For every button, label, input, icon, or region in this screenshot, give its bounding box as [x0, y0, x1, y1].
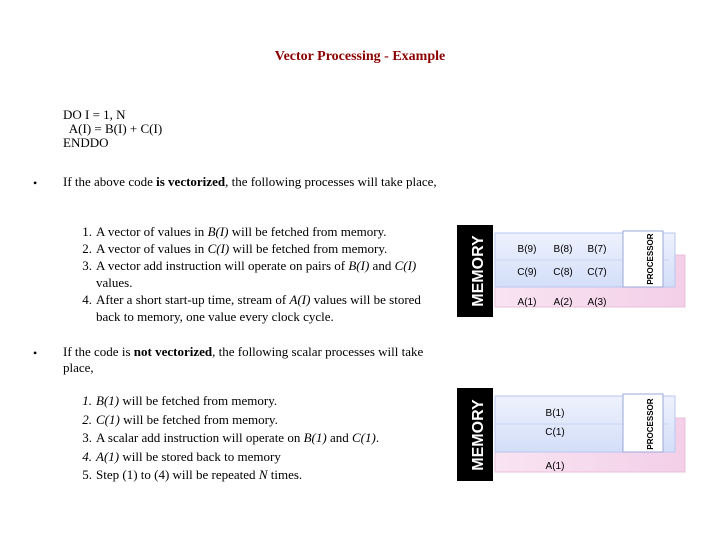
vector-pipeline-diagram: [455, 225, 695, 320]
step-text: After a short start-up time, stream of: [96, 292, 290, 307]
step-var: A(I): [289, 292, 311, 307]
vectorized-step: [62, 223, 432, 240]
step-text: Step (1) to (4) will be repeated: [96, 467, 259, 482]
step-text: A vector of values in: [96, 241, 208, 256]
vector-a-cell: A(2): [553, 297, 573, 308]
step-number: 3.: [82, 258, 92, 273]
code-block: [63, 108, 162, 150]
step-number: 1.: [82, 393, 92, 408]
vector-c-cell: C(8): [553, 267, 573, 278]
code-line-3: ENDDO: [63, 135, 109, 150]
step-text: values.: [96, 275, 133, 290]
scalar-step: [62, 466, 432, 485]
vectorized-steps: [62, 223, 432, 325]
step-number: 1.: [82, 224, 92, 239]
step-text: will be fetched from memory.: [119, 393, 278, 408]
step-number: 2.: [82, 241, 92, 256]
step-text: will be stored back to memory: [119, 448, 281, 464]
step-text: .: [375, 430, 380, 445]
step-text: will be fetched from memory.: [228, 224, 387, 239]
bullet-vectorized: •: [33, 176, 38, 190]
scalar-intro-pre: If the code is: [63, 344, 134, 359]
step-var: A(1): [96, 448, 120, 464]
step-text: will be fetched from memory.: [119, 411, 278, 427]
step-text: times.: [267, 467, 303, 482]
step-number: 2.: [82, 411, 92, 427]
step-text: and: [326, 430, 352, 445]
processor-label: PROCESSOR: [646, 398, 655, 450]
step-var: B(I): [207, 224, 229, 239]
scalar-step: [62, 429, 432, 448]
scalar-step: [62, 392, 432, 411]
step-text: and: [369, 258, 395, 273]
scalar-step: [62, 448, 432, 467]
vector-b-cell: B(7): [587, 244, 607, 255]
bullet-scalar: •: [33, 346, 38, 360]
code-line-2: A(I) = B(I) + C(I): [68, 121, 163, 136]
vectorized-intro-pre: If the above code: [63, 174, 157, 189]
step-var: C(I): [394, 258, 417, 273]
memory-label: MEMORY: [470, 235, 487, 307]
step-text: values will be stored back to memory, one value every clock cycle.: [96, 292, 421, 324]
step-number: 4.: [82, 448, 92, 464]
vectorized-step: [62, 257, 432, 291]
step-var: B(1): [303, 430, 327, 445]
step-number: 4.: [82, 292, 92, 307]
step-text: A scalar add instruction will operate on: [96, 430, 304, 445]
vector-a-cell: A(3): [587, 297, 607, 308]
processor-label: PROCESSOR: [646, 233, 655, 285]
step-text: A vector of values in: [96, 224, 208, 239]
step-var: B(I): [348, 258, 370, 273]
step-var: C(I): [207, 241, 230, 256]
vector-b-cell: B(9): [517, 244, 537, 255]
memory-label: MEMORY: [470, 399, 487, 471]
code-line-1: DO I = 1, N: [63, 107, 126, 122]
vectorized-intro-bold: is vectorized: [156, 174, 226, 189]
scalar-step: [62, 411, 432, 430]
scalar-intro-bold: not vectorized: [133, 344, 213, 359]
vector-c-cell: C(9): [517, 267, 537, 278]
scalar-intro-post: , the following scalar processes will take place,: [63, 344, 424, 375]
scalar-a-cell: A(1): [545, 461, 565, 472]
step-var: C(1): [351, 430, 376, 445]
step-var: B(1): [96, 393, 120, 408]
step-number: 5.: [82, 467, 92, 482]
page-title: Vector Processing - Example: [274, 49, 446, 64]
vector-c-cell: C(7): [587, 267, 607, 278]
scalar-pipeline-diagram: [455, 388, 695, 483]
vector-a-cell: A(1): [517, 297, 537, 308]
step-text: A vector add instruction will operate on pairs of: [96, 258, 349, 273]
step-var: C(1): [96, 411, 120, 427]
vectorized-step: [62, 291, 432, 325]
scalar-c-cell: C(1): [545, 427, 565, 438]
scalar-intro: [63, 344, 443, 376]
scalar-steps: [62, 392, 432, 485]
vectorized-intro-post: , the following processes will take place,: [225, 174, 437, 189]
vectorized-intro: [63, 174, 443, 190]
scalar-b-cell: B(1): [545, 408, 565, 419]
step-text: will be fetched from memory.: [229, 241, 388, 256]
processor-box: [623, 231, 663, 287]
step-var: N: [258, 467, 268, 482]
vectorized-step: [62, 240, 432, 257]
vector-b-cell: B(8): [553, 244, 573, 255]
step-number: 3.: [82, 430, 92, 445]
processor-box: [623, 394, 663, 452]
